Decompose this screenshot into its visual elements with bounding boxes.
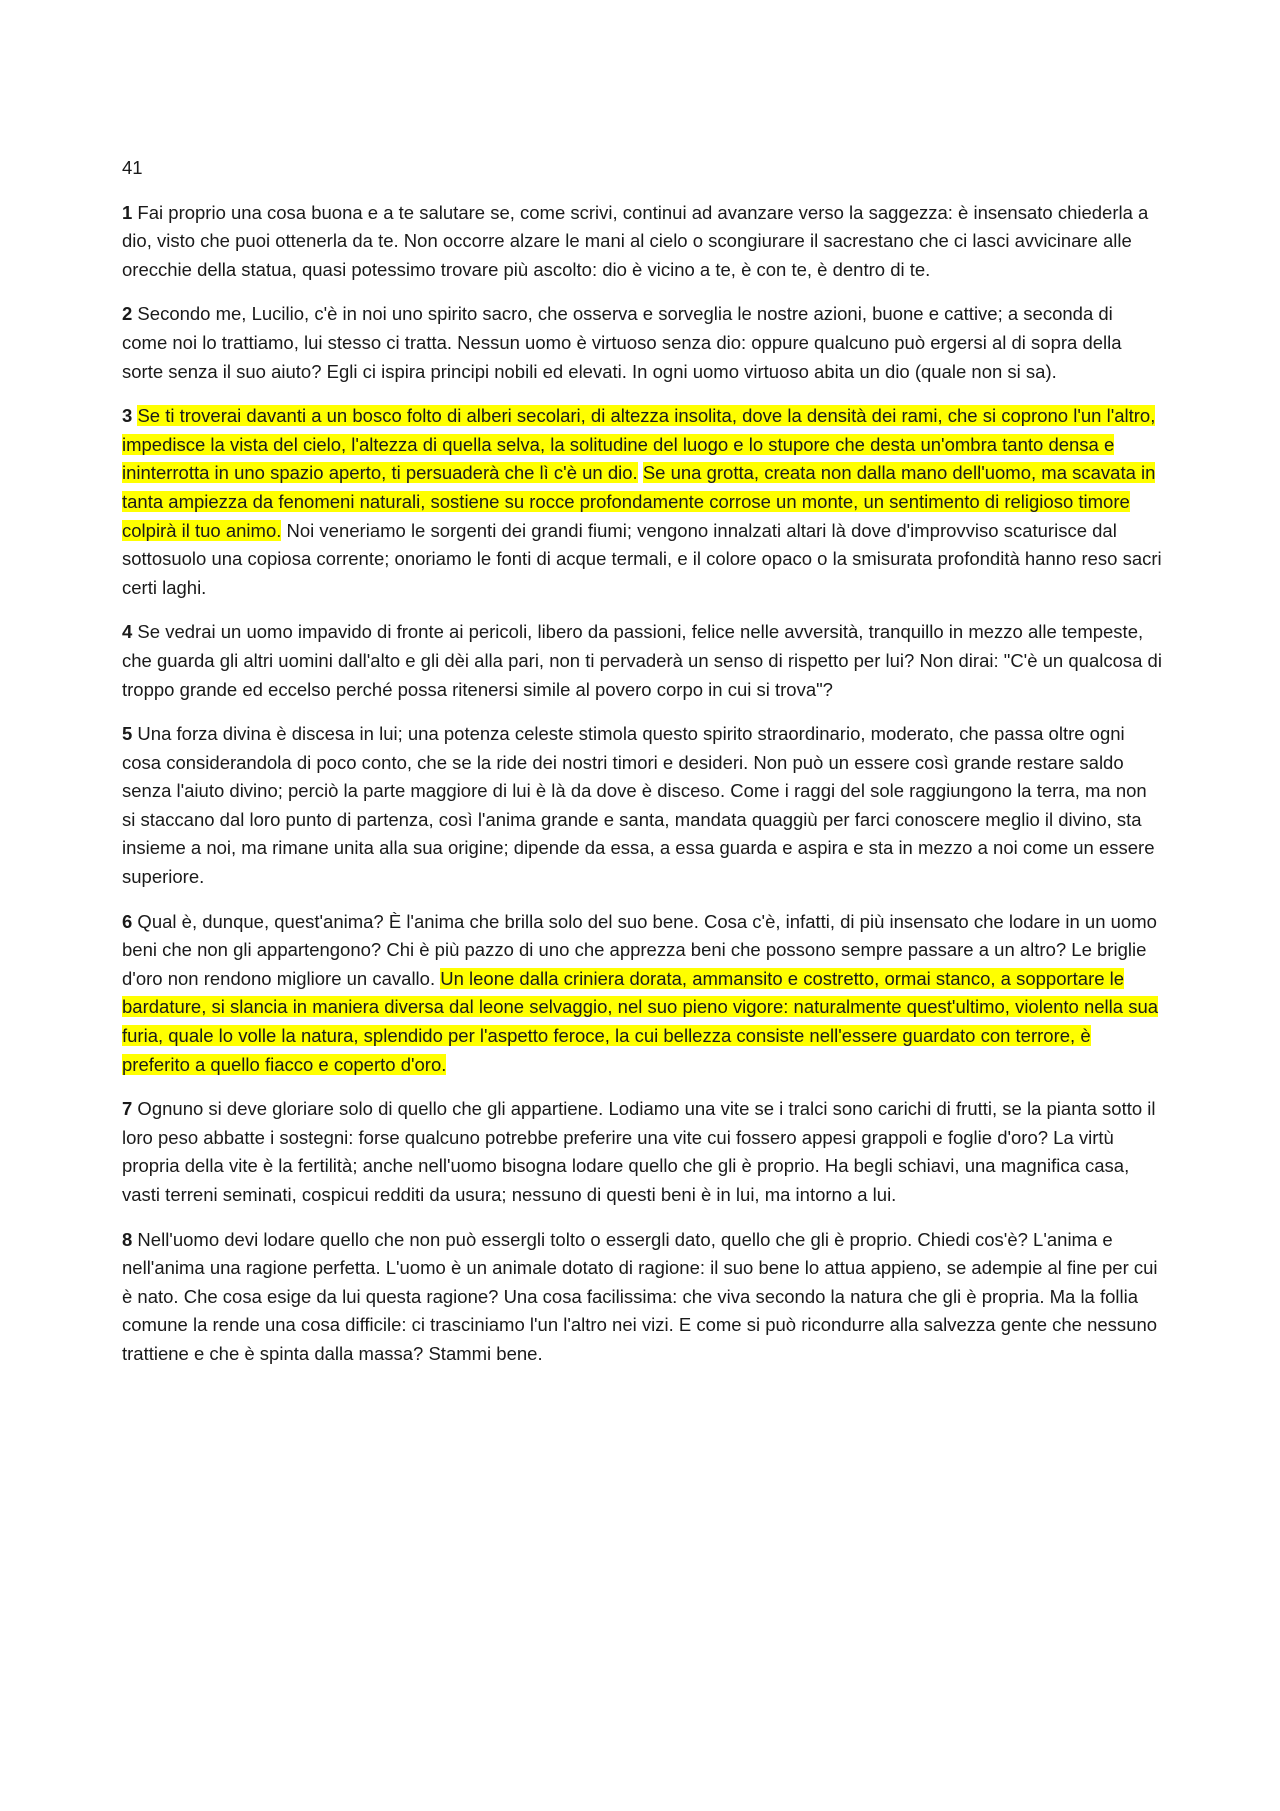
- highlighted-text: Un leone dalla criniera dorata, ammansito e costretto, ormai stanco, a sopportare le bardature, si slancia in maniera diversa dal leone selvaggio, nel suo pieno vigore: naturalmente quest'ultimo, violento nella sua furia, quale lo volle la natura, splendido per l'aspetto feroce, la cui bellezza consiste nell'essere guardato con terrore, è preferito a quello fiacco e coperto d'oro.: [122, 967, 1159, 1075]
- paragraph-text: Se vedrai un uomo impavido di fronte ai pericoli, libero da passioni, felice nelle avversità, tranquillo in mezzo alle tempeste, che guarda gli altri uomini dall'alto e gli dèi alla pari, non ti pervaderà un senso di rispetto per lui? Non dirai: "C'è un qualcosa di troppo grande ed eccelso perché possa ritenersi simile al povero corpo in cui si trova"?: [122, 621, 1162, 700]
- paragraph-number: 7: [122, 1098, 133, 1120]
- paragraph-number: 1: [122, 201, 133, 223]
- paragraph-list: [122, 199, 1162, 1369]
- paragraph-text: Fai proprio una cosa buona e a te salutare se, come scrivi, continui ad avanzare verso la saggezza: è insensato chiederla a dio, visto che puoi ottenerla da te. Non occorre alzare le mani al cielo o scongiurare il sacrestano che ci lasci avvicinare alle orecchie della statua, quasi potessimo trovare più ascolto: dio è vicino a te, è con te, è dentro di te.: [122, 201, 1149, 280]
- paragraph: [122, 1226, 1162, 1369]
- paragraph-text: Ognuno si deve gloriare solo di quello che gli appartiene. Lodiamo una vite se i tralci sono carichi di frutti, se la pianta sotto il loro peso abbatte i sostegni: forse qualcuno potrebbe preferire una vite cui fossero appesi grappoli e foglie d'oro? La virtù propria della vite è la fertilità; anche nell'uomo bisogna lodare quello che gli è proprio. Ha begli schiavi, una magnifica casa, vasti terreni seminati, cospicui redditi da usura; nessuno di questi beni è in lui, ma intorno a lui.: [122, 1098, 1156, 1205]
- paragraph-text: Noi veneriamo le sorgenti dei grandi fiumi; vengono innalzati altari là dove d'improvviso scaturisce dal sottosuolo una copiosa corrente; onoriamo le fonti di acque termali, e il colore opaco o la smisurata profondità hanno reso sacri certi laghi.: [122, 519, 1162, 598]
- document-body: [122, 154, 1162, 1385]
- highlighted-text: Se una grotta, creata non dalla mano dell'uomo, ma scavata in tanta ampiezza da fenomeni naturali, sostiene su rocce profondamente corrose un monte, un sentimento di religioso timore colpirà il tuo animo.: [122, 462, 1156, 541]
- paragraph: [122, 1095, 1162, 1209]
- paragraph-text: Secondo me, Lucilio, c'è in noi uno spirito sacro, che osserva e sorveglia le nostre azioni, buone e cattive; a seconda di come noi lo trattiamo, lui stesso ci tratta. Nessun uomo è virtuoso senza dio: oppure qualcuno può ergersi al di sopra della sorte senza il suo aiuto? Egli ci ispira principi nobili ed elevati. In ogni uomo virtuoso abita un dio (quale non si sa).: [122, 303, 1122, 382]
- paragraph-number: 2: [122, 303, 133, 325]
- paragraph-number: 3: [122, 405, 133, 427]
- paragraph-number: 5: [122, 723, 133, 745]
- paragraph: [122, 402, 1162, 602]
- paragraph-number: 4: [122, 621, 133, 643]
- paragraph: [122, 618, 1162, 704]
- paragraph-text: Nell'uomo devi lodare quello che non può essergli tolto o essergli dato, quello che gli è proprio. Chiedi cos'è? L'anima e nell'anima una ragione perfetta. L'uomo è un animale dotato di ragione: il suo bene lo attua appieno, se adempie al fine per cui è nato. Che cosa esige da lui questa ragione? Una cosa facilissima: che viva secondo la natura che gli è propria. Ma la follia comune la rende una cosa difficile: ci trasciniamo l'un l'altro nei vizi. E come si può ricondurre alla salvezza gente che nessuno trattiene e che è spinta dalla massa? Stammi bene.: [122, 1228, 1158, 1364]
- paragraph-text: Una forza divina è discesa in lui; una potenza celeste stimola questo spirito straordinario, moderato, che passa oltre ogni cosa considerandola di poco conto, che se la ride dei nostri timori e desideri. Non può un essere così grande restare saldo senza l'aiuto divino; perciò la parte maggiore di lui è là da dove è disceso. Come i raggi del sole raggiungono la terra, ma non si staccano dal loro punto di partenza, così l'anima grande e santa, mandata quaggiù per farci conoscere meglio il divino, sta insieme a noi, ma rimane unita alla sua origine; dipende da essa, a essa guarda e aspira e sta in mezzo a noi come un essere superiore.: [122, 723, 1155, 888]
- highlighted-text: Se ti troverai davanti a un bosco folto di alberi secolari, di altezza insolita, dove la densità dei rami, che si coprono l'un l'altro, impedisce la vista del cielo, l'altezza di quella selva, la solitudine del luogo e lo stupore che desta un'ombra tanto densa e ininterrotta in uno spazio aperto, ti persuaderà che lì c'è un dio.: [122, 405, 1156, 484]
- paragraph-text: Qual è, dunque, quest'anima? È l'anima che brilla solo del suo bene. Cosa c'è, infatti, di più insensato che lodare in un uomo beni che non gli appartengono? Chi è più pazzo di uno che apprezza beni che possono sempre passare a un altro? Le briglie d'oro non rendono migliore un cavallo.: [122, 910, 1157, 989]
- paragraph: [122, 300, 1162, 386]
- page-number: 41: [122, 157, 143, 178]
- paragraph-number: 8: [122, 1228, 133, 1250]
- paragraph: [122, 199, 1162, 285]
- paragraph: [122, 720, 1162, 892]
- paragraph-number: 6: [122, 910, 133, 932]
- paragraph: [122, 908, 1162, 1080]
